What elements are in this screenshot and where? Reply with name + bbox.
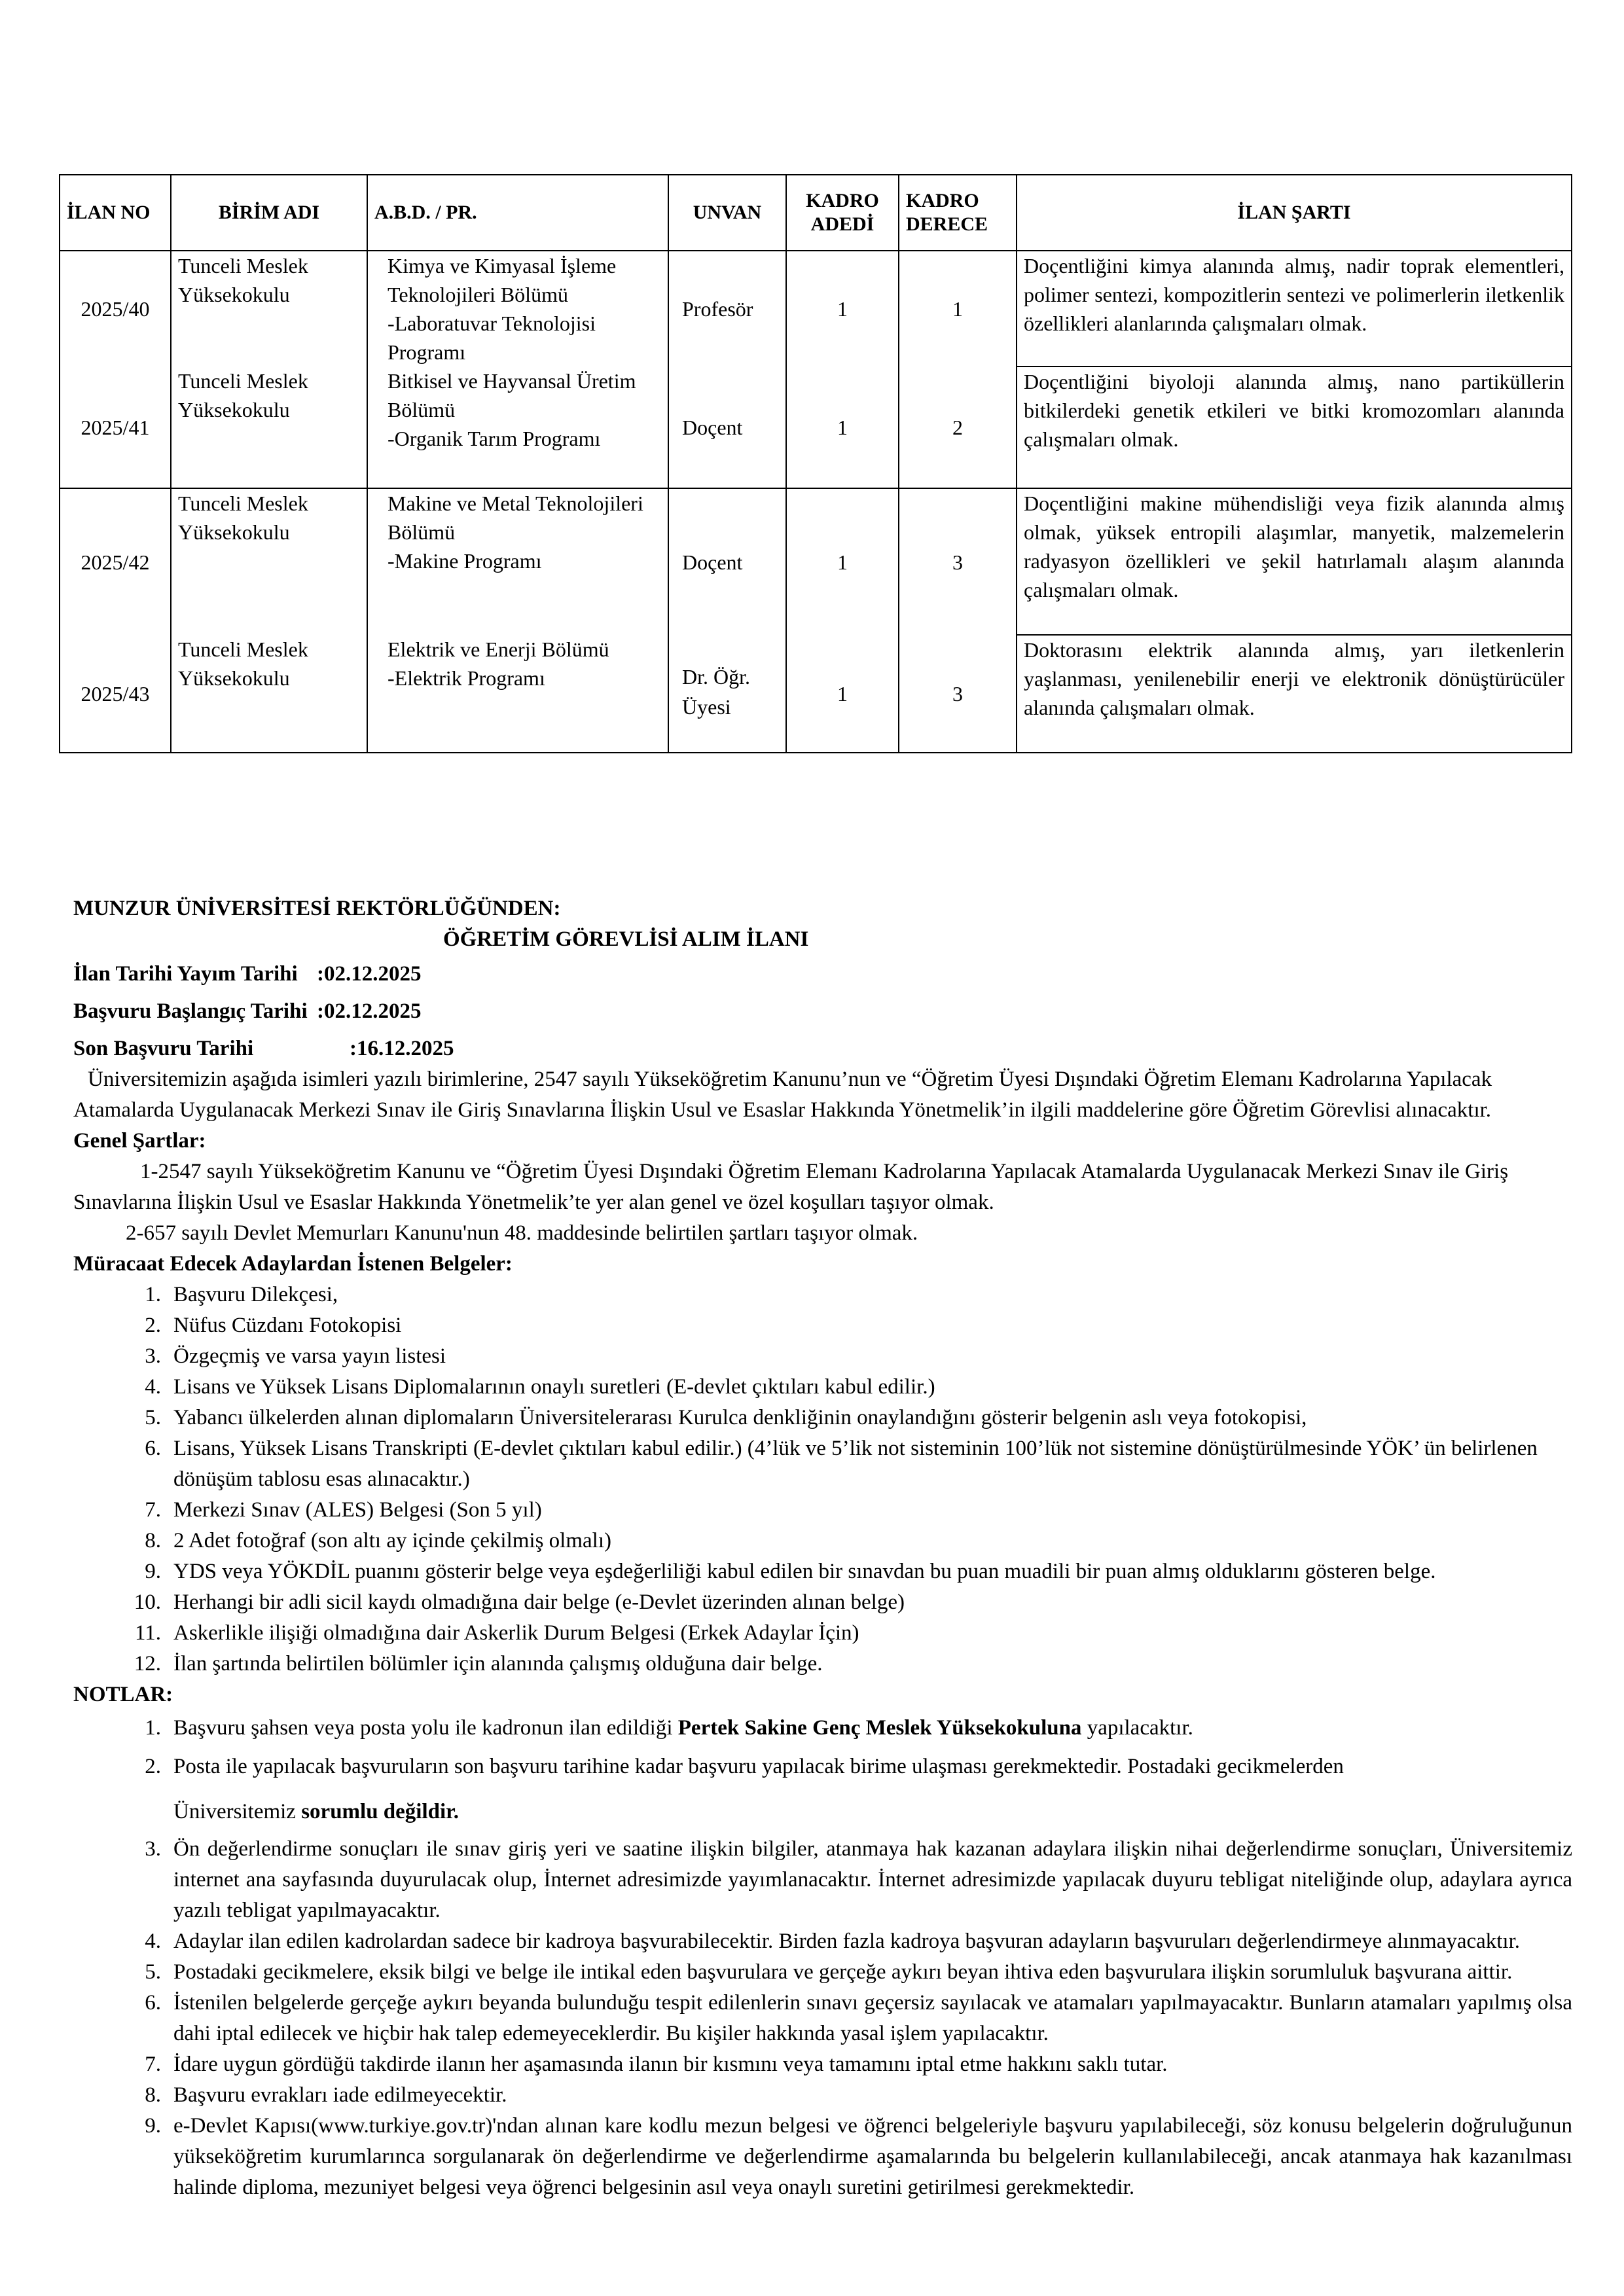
list-item xyxy=(73,1926,1572,1957)
date-value: :16.12.2025 xyxy=(350,1037,454,1060)
item-number: 11. xyxy=(134,1621,161,1645)
item-text-bold: sorumlu değildir. xyxy=(301,1800,460,1823)
item-number: 10. xyxy=(134,1590,161,1614)
date-label: İlan Tarihi Yayım Tarihi xyxy=(73,962,298,986)
abd-bolum: Makine ve Metal Teknolojileri Bölümü xyxy=(388,492,643,544)
item-number: 6. xyxy=(145,1991,161,2015)
item-number: 3. xyxy=(145,1344,161,1368)
item-text: Başvuru evrakları iade edilmeyecektir. xyxy=(173,2083,507,2107)
cell-kadro-derece: 3 xyxy=(899,488,1017,635)
cell-ilan-sarti: Doçentliğini kimya alanında almış, nadir toprak elementleri, polimer sentezi, kompozitlerin sentezi ve polimerlerin iletkenlik özellikleri alanlarında çalışmaları olmak. xyxy=(1017,251,1572,367)
list-item xyxy=(73,2080,1572,2111)
item-text: Başvuru Dilekçesi, xyxy=(173,1283,338,1306)
item-number: 7. xyxy=(145,2053,161,2076)
abd-program: -Organik Tarım Programı xyxy=(388,427,601,450)
notlar-heading: NOTLAR: xyxy=(73,1683,173,1706)
item-text: Özgeçmiş ve varsa yayın listesi xyxy=(173,1344,446,1368)
item-text: Ön değerlendirme sonuçları ile sınav giriş yeri ve saatine ilişkin bilgiler, atanmaya hak kazanan adaylara ilişkin nihai değerlendirme sonuçları, Üniversitemiz internet ana sayfasında duyurulacak olup, İnternet adresimizde yayımlanacaktır. İnternet adresimizde yapılacak duyuru tebligat niteliğinde olup, adaylara ayrıca yazılı tebligat yapılmayacaktır. xyxy=(173,1837,1572,1922)
abd-program: -Laboratuvar Teknolojisi Programı xyxy=(388,312,596,364)
cell-unvan: Doçent xyxy=(668,367,786,488)
list-item xyxy=(73,2111,1572,2203)
item-number: 12. xyxy=(134,1652,161,1676)
item-text: Nüfus Cüzdanı Fotokopisi xyxy=(173,1314,402,1337)
notlar-list xyxy=(73,1713,1572,2203)
belgeler-heading: Müracaat Edecek Adaylardan İstenen Belgeler: xyxy=(73,1252,513,1276)
item-text-bold: Pertek Sakine Genç Meslek Yüksekokuluna xyxy=(677,1716,1082,1740)
cell-ilan-sarti: Doçentliğini biyoloji alanında almış, nano partiküllerin bitkilerdeki genetik etkileri ve bitki kromozomları alanında çalışmaları olmak. xyxy=(1017,367,1572,488)
genel-sart-1: 1-2547 sayılı Yükseköğretim Kanunu ve “Öğretim Üyesi Dışındaki Öğretim Elemanı Kadrolarına Yapılacak Atamalarda Uygulanacak Merkezi Sınav ile Giriş Sınavlarına İlişkin Usul ve Esaslar Hakkında Yönetmelik’te yer alan genel ve özel koşulları taşıyor olmak. xyxy=(73,1160,1509,1214)
cell-ilan-no: 2025/43 xyxy=(60,635,171,753)
table-row xyxy=(60,367,1572,488)
list-item xyxy=(73,1341,1572,1372)
abd-bolum: Bitkisel ve Hayvansal Üretim Bölümü xyxy=(388,369,636,422)
date-label: Başvuru Başlangıç Tarihi xyxy=(73,999,308,1023)
announcement xyxy=(73,893,1572,2203)
header-ilan-sarti: İLAN ŞARTI xyxy=(1017,175,1572,251)
header-kadro-adedi: KADRO ADEDİ xyxy=(786,175,899,251)
institution-heading: MUNZUR ÜNİVERSİTESİ REKTÖRLÜĞÜNDEN: xyxy=(73,897,561,920)
cell-ilan-sarti: Doktorasını elektrik alanında almış, yarı iletkenlerin yaşlanması, yenilenebilir enerji ve elektronik dönüştürücüler alanında çalışmaları olmak. xyxy=(1017,635,1572,753)
cell-birim: Tunceli Meslek Yüksekokulu xyxy=(171,251,367,367)
cell-ilan-no: 2025/41 xyxy=(60,367,171,488)
abd-program: -Elektrik Programı xyxy=(388,666,545,690)
item-number: 9. xyxy=(145,2114,161,2138)
cell-unvan: Profesör xyxy=(668,251,786,367)
cell-kadro-adedi: 1 xyxy=(786,488,899,635)
header-kadro-derece: KADRO DERECE xyxy=(899,175,1017,251)
item-number: 3. xyxy=(145,1837,161,1861)
cell-abd xyxy=(367,367,668,488)
cell-kadro-derece: 1 xyxy=(899,251,1017,367)
item-number: 7. xyxy=(145,1498,161,1522)
cell-kadro-adedi: 1 xyxy=(786,251,899,367)
item-number: 5. xyxy=(145,1406,161,1429)
abd-program: -Makine Programı xyxy=(388,549,542,573)
cell-ilan-no: 2025/40 xyxy=(60,251,171,367)
item-text: e-Devlet Kapısı(www.turkiye.gov.tr)'ndan alınan kare kodlu mezun belgesi ve öğrenci belgeleriyle başvuru yapılabileceği, söz konusu belgelerin doğruluğunun yükseköğretim kurumlarınca sorgulanarak ön değerlendirme ve değerlendirme aşamalarında bu belgelerin kullanılabileceği, ancak atanmaya hak kazanılması halinde diploma, mezuniyet belgesi veya öğrenci belgesinin asıl veya onaylı suretini getirilmesi gerekmektedir. xyxy=(173,2114,1572,2199)
table-row xyxy=(60,635,1572,753)
list-item xyxy=(73,2049,1572,2080)
item-number: 6. xyxy=(145,1437,161,1460)
list-item xyxy=(73,1649,1572,1679)
cell-abd xyxy=(367,251,668,367)
cell-birim: Tunceli Meslek Yüksekokulu xyxy=(171,367,367,488)
item-number: 4. xyxy=(145,1375,161,1399)
list-item xyxy=(73,1403,1572,1433)
belgeler-list xyxy=(73,1280,1572,1679)
header-birim: BİRİM ADI xyxy=(171,175,367,251)
list-item xyxy=(73,1556,1572,1587)
cell-ilan-no: 2025/42 xyxy=(60,488,171,635)
date-label: Son Başvuru Tarihi xyxy=(73,1037,254,1060)
table-row xyxy=(60,488,1572,635)
cell-unvan: Dr. Öğr. Üyesi xyxy=(668,635,786,753)
cell-kadro-adedi: 1 xyxy=(786,367,899,488)
abd-bolum: Elektrik ve Enerji Bölümü xyxy=(388,637,609,661)
item-text: Postadaki gecikmelere, eksik bilgi ve belge ile intikal eden başvurulara ve gerçeğe aykırı beyan ihtiva eden başvurulara ilişkin sorumluluk başvurana aittir. xyxy=(173,1960,1513,1984)
list-item xyxy=(73,1433,1572,1495)
list-item xyxy=(73,1713,1572,1744)
item-number: 2. xyxy=(145,1314,161,1337)
header-abd: A.B.D. / PR. xyxy=(367,175,668,251)
item-text: Lisans, Yüksek Lisans Transkripti (E-devlet çıktıları kabul edilir.) (4’lük ve 5’lik not sisteminin 100’lük not sistemine dönüştürülmesinde YÖK’ ün belirlenen dönüşüm tablosu esas alınacaktır.) xyxy=(173,1437,1538,1491)
abd-bolum: Kimya ve Kimyasal İşleme Teknolojileri Bölümü xyxy=(388,254,617,306)
item-number: 1. xyxy=(145,1283,161,1306)
cell-kadro-adedi: 1 xyxy=(786,635,899,753)
cell-kadro-derece: 2 xyxy=(899,367,1017,488)
item-number: 5. xyxy=(145,1960,161,1984)
item-text: Yabancı ülkelerden alınan diplomaların Üniversitelerarası Kurulca denkliğinin onaylandığını gösterir belgenin aslı veya fotokopisi, xyxy=(173,1406,1307,1429)
item-number: 8. xyxy=(145,1529,161,1552)
item-text: Lisans ve Yüksek Lisans Diplomalarının onaylı suretleri (E-devlet çıktıları kabul edilir.) xyxy=(173,1375,935,1399)
date-line xyxy=(73,1033,1572,1064)
item-number: 8. xyxy=(145,2083,161,2107)
item-number: 2. xyxy=(145,1755,161,1778)
announcement-title: ÖĞRETİM GÖREVLİSİ ALIM İLANI xyxy=(443,927,809,951)
ilan-table xyxy=(59,174,1572,753)
list-item xyxy=(73,1372,1572,1403)
list-item xyxy=(73,1280,1572,1310)
item-text: Üniversitemiz xyxy=(173,1800,302,1823)
genel-sartlar-heading: Genel Şartlar: xyxy=(73,1129,206,1153)
list-item xyxy=(73,1310,1572,1341)
item-text: İdare uygun gördüğü takdirde ilanın her aşamasında ilanın bir kısmını veya tamamını iptal etme hakkını saklı tutar. xyxy=(173,2053,1168,2076)
item-text: Başvuru şahsen veya posta yolu ile kadronun ilan edildiği xyxy=(173,1716,678,1740)
date-line xyxy=(73,959,1572,990)
cell-abd xyxy=(367,635,668,753)
cell-ilan-sarti: Doçentliğini makine mühendisliği veya fizik alanında almış olmak, yüksek entropili alaşımlar, manyetik, malzemelerin radyasyon özellikleri ve şekil hatırlamalı alaşım alanında çalışmaları olmak. xyxy=(1017,488,1572,635)
cell-abd xyxy=(367,488,668,635)
list-item xyxy=(73,1751,1572,1827)
item-text: Adaylar ilan edilen kadrolardan sadece bir kadroya başvurabilecektir. Birden fazla kadroya başvuran adayların başvuruları değerlendirmeye alınmayacaktır. xyxy=(173,1929,1521,1953)
item-text: İstenilen belgelerde gerçeğe aykırı beyanda bulunduğu tespit edilenlerin sınavı geçersiz sayılacak ve atamaları yapılmayacaktır. Bunların atamaları yapılmış olsa dahi iptal edilecek ve hiçbir hak talep edemeyeceklerdir. Bu kişiler hakkında yasal işlem yapılacaktır. xyxy=(173,1991,1572,2045)
item-text: yapılacaktır. xyxy=(1081,1716,1193,1740)
item-text: 2 Adet fotoğraf (son altı ay içinde çekilmiş olmalı) xyxy=(173,1529,611,1552)
header-ilan-no: İLAN NO xyxy=(60,175,171,251)
item-text: Merkezi Sınav (ALES) Belgesi (Son 5 yıl) xyxy=(173,1498,542,1522)
cell-kadro-derece: 3 xyxy=(899,635,1017,753)
header-unvan: UNVAN xyxy=(668,175,786,251)
genel-sart-2: 2-657 sayılı Devlet Memurları Kanunu'nun 48. maddesinde belirtilen şartları taşıyor olmak. xyxy=(126,1221,918,1245)
list-item xyxy=(73,1587,1572,1618)
list-item xyxy=(73,1957,1572,1988)
item-text: YDS veya YÖKDİL puanını gösterir belge veya eşdeğerliliği kabul edilen bir sınavdan bu puan muadili bir puan almış olduklarını gösteren belge. xyxy=(173,1560,1436,1583)
item-text: Posta ile yapılacak başvuruların son başvuru tarihine kadar başvuru yapılacak birime ulaşması gerekmektedir. Postadaki gecikmelerden xyxy=(173,1755,1344,1778)
cell-unvan: Doçent xyxy=(668,488,786,635)
list-item xyxy=(73,1618,1572,1649)
item-text: Askerlikle ilişiği olmadığına dair Askerlik Durum Belgesi (Erkek Adaylar İçin) xyxy=(173,1621,859,1645)
item-number: 4. xyxy=(145,1929,161,1953)
item-text: İlan şartında belirtilen bölümler için alanında çalışmış olduğuna dair belge. xyxy=(173,1652,823,1676)
date-line xyxy=(73,996,1572,1027)
date-value: :02.12.2025 xyxy=(317,999,422,1023)
item-text: Herhangi bir adli sicil kaydı olmadığına dair belge (e-Devlet üzerinden alınan belge) xyxy=(173,1590,905,1614)
date-value: :02.12.2025 xyxy=(317,962,422,986)
cell-birim: Tunceli Meslek Yüksekokulu xyxy=(171,488,367,635)
list-item xyxy=(73,1526,1572,1556)
table-header-row xyxy=(60,175,1572,251)
intro-paragraph: Üniversitemizin aşağıda isimleri yazılı birimlerine, 2547 sayılı Yükseköğretim Kanunu’nun ve “Öğretim Üyesi Dışındaki Öğretim Elemanı Kadrolarına Yapılacak Atamalarda Uygulanacak Merkezi Sınav ile Giriş Sınavlarına İlişkin Usul ve Esaslar Hakkında Yönetmelik’in ilgili maddelerine göre Öğretim Görevlisi alınacaktır. xyxy=(73,1067,1492,1122)
item-number: 9. xyxy=(145,1560,161,1583)
cell-birim: Tunceli Meslek Yüksekokulu xyxy=(171,635,367,753)
item-number: 1. xyxy=(145,1716,161,1740)
table-row xyxy=(60,251,1572,367)
list-item xyxy=(73,1834,1572,1926)
list-item xyxy=(73,1495,1572,1526)
list-item xyxy=(73,1988,1572,2049)
